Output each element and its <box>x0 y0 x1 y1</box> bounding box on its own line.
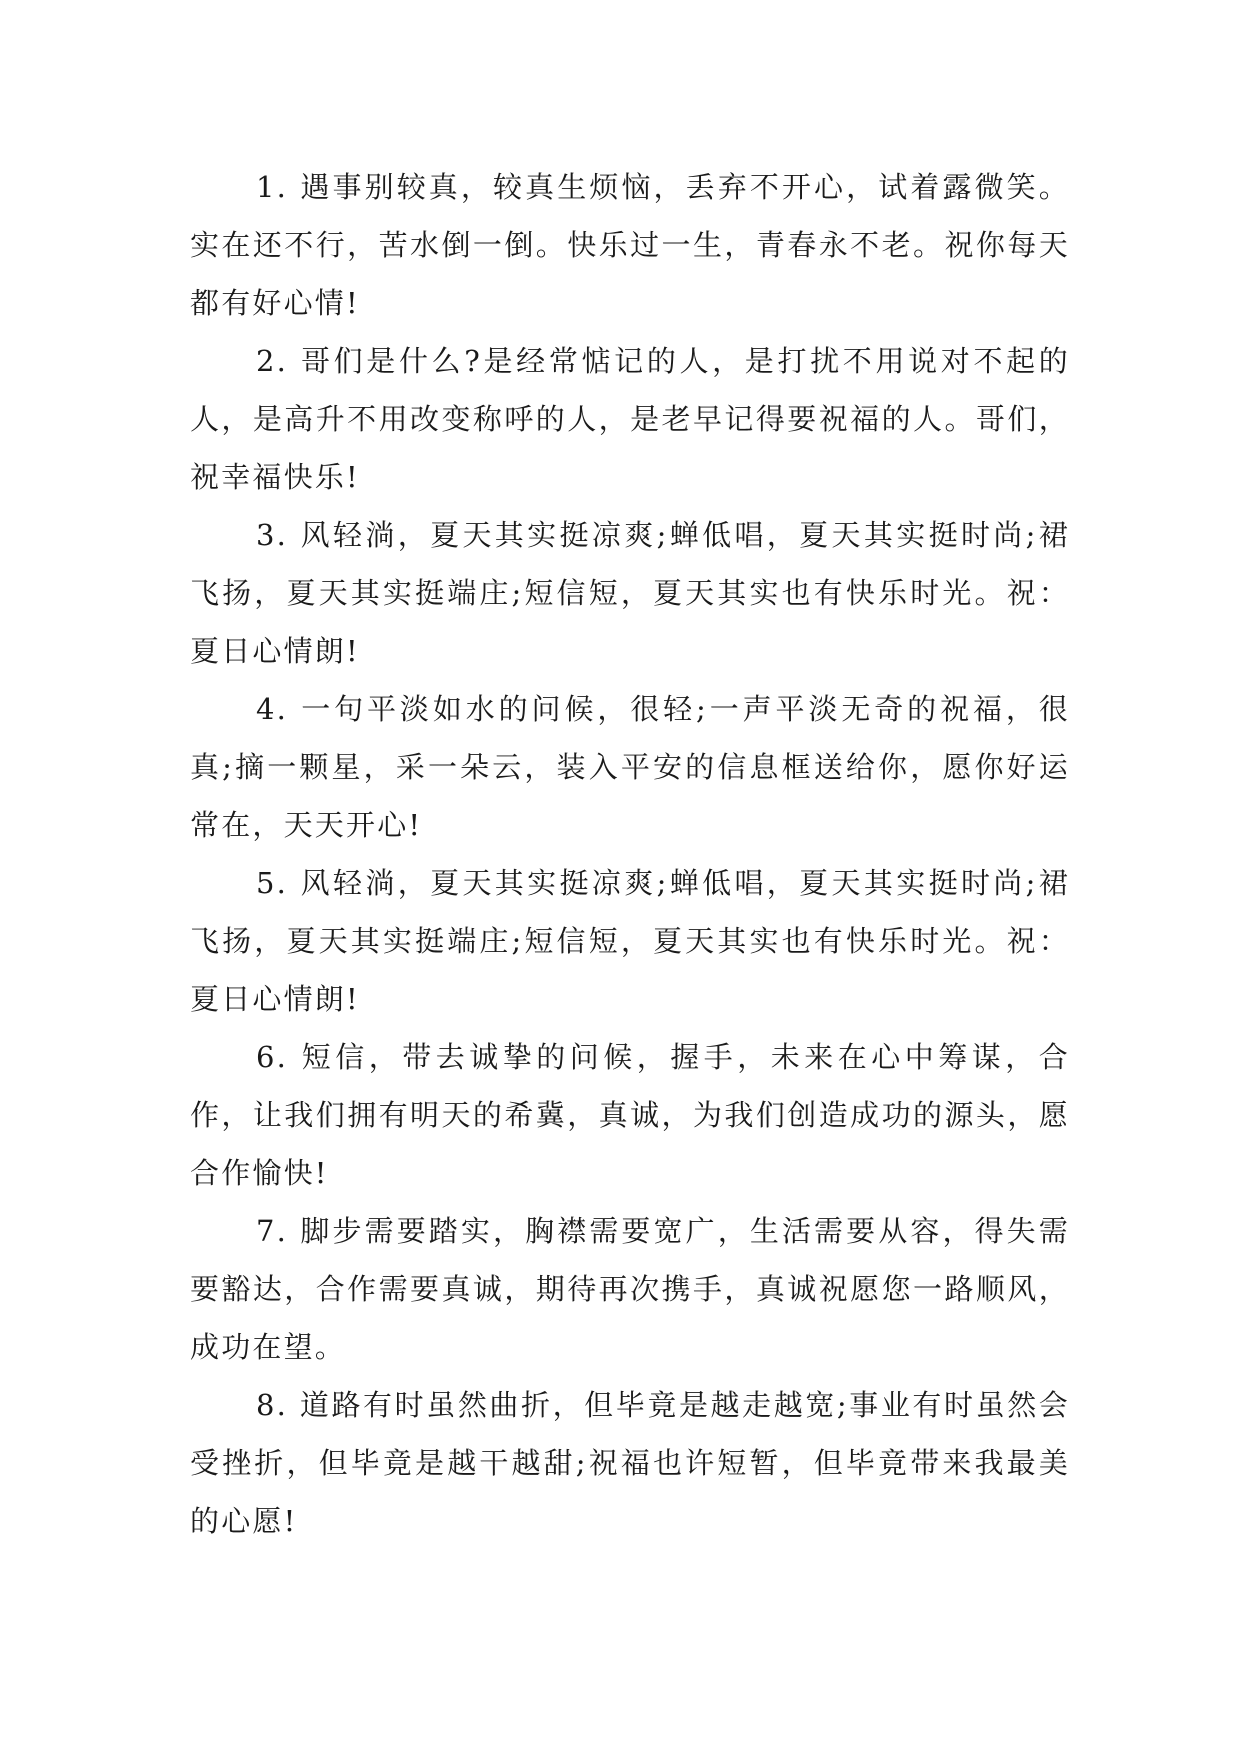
paragraph-2: 2. 哥们是什么?是经常惦记的人，是打扰不用说对不起的人，是高升不用改变称呼的人，是老早记得要祝福的人。哥们，祝幸福快乐! <box>190 344 1070 494</box>
paragraph-5: 5. 风轻淌，夏天其实挺凉爽;蝉低唱，夏天其实挺时尚;裙飞扬，夏天其实挺端庄;短信短，夏天其实也有快乐时光。祝：夏日心情朗! <box>190 866 1070 1016</box>
document-body <box>190 158 1070 1550</box>
paragraph-7: 7. 脚步需要踏实，胸襟需要宽广，生活需要从容，得失需要豁达，合作需要真诚，期待再次携手，真诚祝愿您一路顺风，成功在望。 <box>190 1214 1070 1364</box>
paragraph-8: 8. 道路有时虽然曲折，但毕竟是越走越宽;事业有时虽然会受挫折，但毕竟是越干越甜;祝福也许短暂，但毕竟带来我最美的心愿! <box>190 1388 1070 1538</box>
paragraph-1: 1. 遇事别较真，较真生烦恼，丢弃不开心，试着露微笑。实在还不行，苦水倒一倒。快乐过一生，青春永不老。祝你每天都有好心情! <box>190 170 1070 320</box>
paragraph-3: 3. 风轻淌，夏天其实挺凉爽;蝉低唱，夏天其实挺时尚;裙飞扬，夏天其实挺端庄;短信短，夏天其实也有快乐时光。祝：夏日心情朗! <box>190 518 1070 668</box>
paragraph-4: 4. 一句平淡如水的问候，很轻;一声平淡无奇的祝福，很真;摘一颗星，采一朵云，装入平安的信息框送给你，愿你好运常在，天天开心! <box>190 692 1070 842</box>
paragraph-6: 6. 短信，带去诚挚的问候，握手，未来在心中筹谋，合作，让我们拥有明天的希冀，真诚，为我们创造成功的源头，愿合作愉快! <box>190 1040 1070 1190</box>
